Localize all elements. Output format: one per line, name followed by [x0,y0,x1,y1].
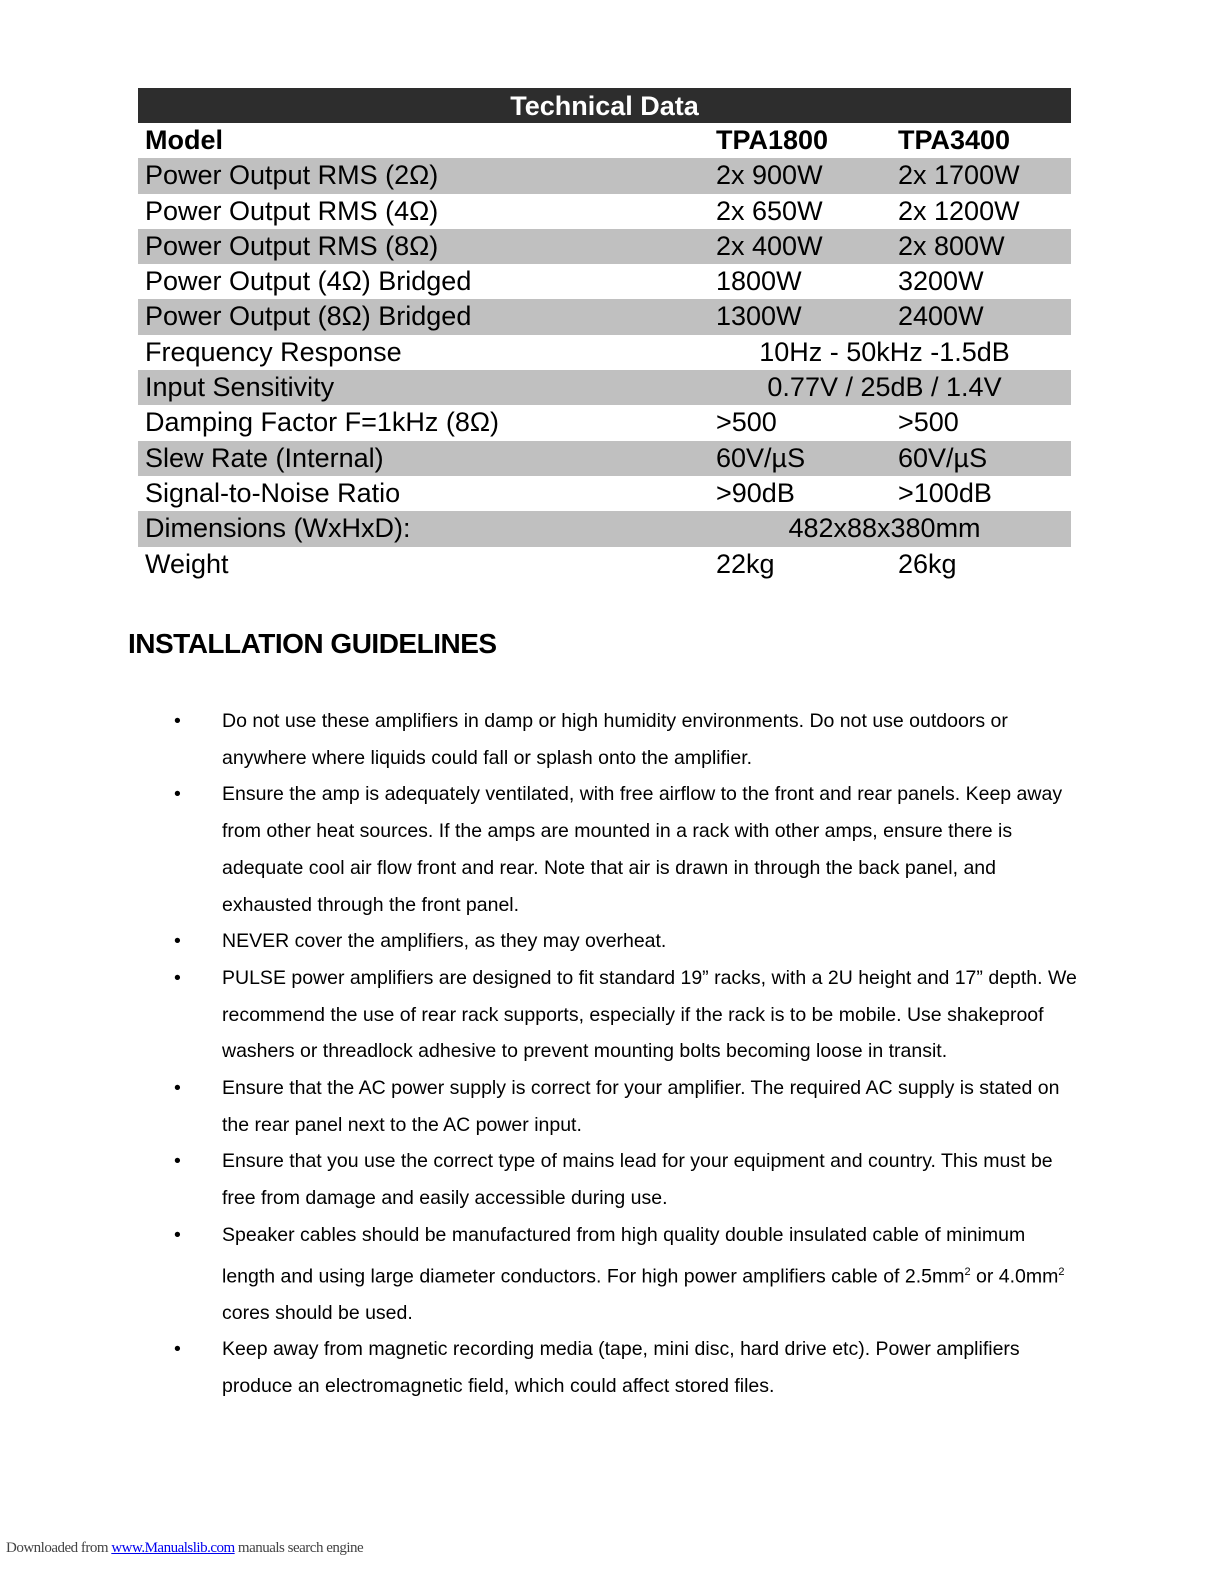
table-row [138,511,1071,546]
superscript: 2 [1058,1265,1065,1278]
row-value-tpa1800: >500 [716,407,777,438]
row-value-both: 0.77V / 25dB / 1.4V [767,372,1002,403]
row-label: Power Output (4Ω) Bridged [145,266,472,297]
row-label: Dimensions (WxHxD): [145,513,411,544]
table-row [138,547,1071,582]
list-item [0,960,1082,1070]
row-value-tpa1800: 1800W [716,266,802,297]
row-value-tpa3400: 3200W [898,266,984,297]
row-label: Power Output (8Ω) Bridged [145,301,472,332]
header-tpa3400: TPA3400 [898,125,1011,155]
bullet-icon: • [174,966,181,989]
row-value-tpa3400: 2x 1700W [898,160,1020,191]
table-row [138,158,1071,193]
row-label: Slew Rate (Internal) [145,442,384,473]
list-item-text: or 4.0mm [970,1265,1059,1288]
table-row [138,264,1071,299]
row-value-tpa3400: 26kg [898,548,957,579]
bullet-icon: • [174,783,181,806]
row-label: Signal-to-Noise Ratio [145,477,401,508]
table-row [138,229,1071,264]
list-item-text: PULSE power amplifiers are designed to fit standard 19” racks, with a 2U height and 17” depth. We recommend the use of rear rack supports, especially if the rack is to be mobile. Use shakeproof washers or threadlock adhesive to prevent mounting bolts becoming loose in transit. [222,966,1077,1063]
header-tpa1800: TPA1800 [716,125,829,155]
list-item-text: Do not use these amplifiers in damp or high humidity environments. Do not use outdoors or anywhere where liquids could fall or splash onto the amplifier. [222,710,1008,769]
table-title: Technical Data [138,88,1071,123]
bullet-icon: • [174,1077,181,1100]
row-value-tpa1800: 2x 400W [716,230,823,261]
row-value-tpa1800: 22kg [716,548,775,579]
row-value-tpa3400: >100dB [898,477,992,508]
table-row [138,335,1071,370]
list-item [0,1143,1082,1216]
footer [6,1540,363,1557]
row-label: Weight [145,548,229,579]
list-item-text: Ensure that you use the correct type of mains lead for your equipment and country. This must be free from damage and easily accessible during use. [222,1150,1053,1210]
list-item-text: Keep away from magnetic recording media (tape, mini disc, hard drive etc). Power amplifiers produce an electromagnetic field, which could affect stored files. [222,1338,1020,1398]
bullet-icon: • [174,930,181,953]
list-item [0,1070,1082,1143]
row-value-tpa1800: 2x 650W [716,195,823,226]
table-row [138,299,1071,334]
footer-prefix: Downloaded from [6,1540,112,1556]
row-value-both: 482x88x380mm [788,513,981,544]
row-label: Damping Factor F=1kHz (8Ω) [145,407,500,438]
row-value-tpa3400: 2x 800W [898,230,1005,261]
footer-suffix: manuals search engine [234,1540,364,1556]
guidelines-list [0,703,1082,1405]
list-item [0,923,1082,960]
list-item [0,703,1082,776]
row-value-tpa1800: >90dB [716,477,795,508]
row-value-tpa1800: 60V/µS [716,442,806,473]
list-item [0,1217,1082,1332]
row-label: Input Sensitivity [145,372,335,403]
table-row [138,476,1071,511]
superscript: 2 [964,1265,971,1278]
row-value-tpa3400: 2x 1200W [898,195,1020,226]
row-label: Power Output RMS (8Ω) [145,230,439,261]
header-label: Model [145,125,223,155]
list-item [0,1331,1082,1404]
bullet-icon: • [174,1150,181,1173]
table-header-row [138,123,1071,158]
bullet-icon: • [174,1338,181,1361]
list-item-text: Ensure that the AC power supply is correct for your amplifier. The required AC supply is stated on the rear panel next to the AC power input. [222,1077,1060,1136]
row-label: Power Output RMS (4Ω) [145,195,439,226]
table-row [138,405,1071,440]
installation-heading: INSTALLATION GUIDELINES [128,628,497,659]
row-value-tpa3400: 60V/µS [898,442,988,473]
row-value-both: 10Hz - 50kHz -1.5dB [759,336,1010,367]
list-item-text: Speaker cables should be manufactured from high quality double insulated cable of minimum length and using large diameter conductors. For high power amplifiers cable of 2.5mm [222,1223,1026,1288]
list-item-text: NEVER cover the amplifiers, as they may overheat. [222,930,667,953]
list-item-text: cores should be used. [222,1301,413,1324]
list-item-text: Ensure the amp is adequately ventilated, with free airflow to the front and rear panels. Keep away from other heat sources. If the amps are mounted in a rack with other amps, ensure there is adequate cool air flow front and rear. Note that air is drawn in through the back panel, and exhausted through the front panel. [222,783,1063,916]
manualslib-link[interactable]: www.Manualslib.com [111,1540,235,1556]
technical-data-table [138,88,1071,582]
table-row [138,441,1071,476]
table-row [138,370,1071,405]
row-value-tpa3400: 2400W [898,301,984,332]
row-value-tpa1800: 2x 900W [716,160,823,191]
bullet-icon: • [174,1223,181,1246]
row-value-tpa3400: >500 [898,407,959,438]
row-label: Frequency Response [145,336,402,367]
table-row [138,194,1071,229]
bullet-icon: • [174,710,181,732]
row-value-tpa1800: 1300W [716,301,802,332]
row-label: Power Output RMS (2Ω) [145,160,439,191]
list-item [0,776,1082,923]
